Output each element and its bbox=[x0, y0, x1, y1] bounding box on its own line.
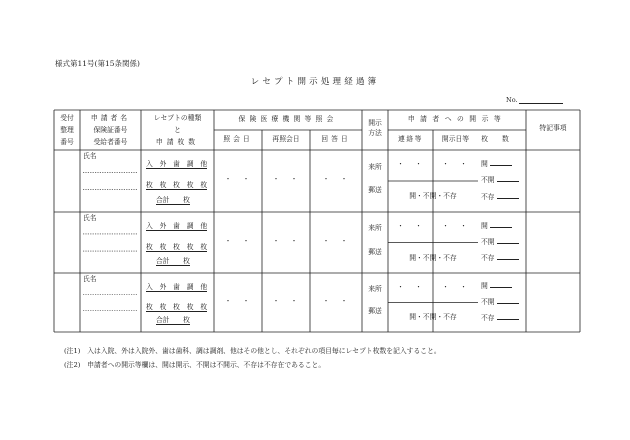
disclosure-count-0: 開 bbox=[481, 281, 512, 290]
header-disclosure-sub: 開示日等 bbox=[441, 135, 470, 143]
note-2: (注2) 申請者への開示等欄は、開は開示、不開は不開示、不存は不存在であること。 bbox=[64, 361, 326, 369]
disclosure-status: 開・不開・不存 bbox=[409, 192, 457, 201]
header-applicant: 申請者名 bbox=[90, 114, 131, 122]
applicant-name-label: 氏名 bbox=[83, 214, 97, 222]
receipt-types: 入 外 歯 調 他 bbox=[146, 160, 208, 169]
disclosure-count-2: 不存 bbox=[481, 192, 519, 201]
header-inquiry-sub: 回答日 bbox=[321, 135, 351, 143]
note-1: (注1) 入は入院、外は入院外、歯は歯科、調は調剤、他はその他とし、それぞれの項目毎にレセプト枚数を記入すること。 bbox=[64, 347, 441, 355]
blank-line bbox=[490, 159, 512, 166]
inquiry-date: ・ ・ bbox=[224, 175, 252, 184]
inquiry-date: ・ ・ bbox=[272, 236, 300, 245]
receipt-counts: 枚 枚 枚 枚 枚 bbox=[146, 302, 208, 311]
receipt-total: 合計 枚 bbox=[156, 195, 190, 204]
blank-line bbox=[497, 175, 519, 182]
header-method: 開示 bbox=[368, 119, 382, 127]
inquiry-date: ・ ・ bbox=[322, 296, 350, 305]
disclosure-count-0: 開 bbox=[481, 221, 512, 230]
header-disclosure-sub: 枚数 bbox=[481, 135, 523, 143]
header-disclosure: 申請者への開示等 bbox=[407, 115, 507, 123]
header-receipt-no: 番号 bbox=[60, 138, 74, 146]
contact-date: ・ ・ bbox=[397, 160, 424, 169]
receipt-types: 入 外 歯 調 他 bbox=[146, 282, 208, 291]
disclosure-count-1: 不開 bbox=[481, 297, 519, 306]
header-applicant: 受給者番号 bbox=[93, 138, 128, 146]
disclosure-date: ・ ・ bbox=[442, 221, 469, 230]
blank-line bbox=[497, 192, 519, 199]
method-visit: 来所 bbox=[368, 162, 382, 171]
method-visit: 来所 bbox=[368, 224, 382, 233]
blank-line bbox=[490, 221, 512, 228]
header-receipt-type: 申請枚数 bbox=[155, 138, 200, 146]
method-mail: 郵送 bbox=[368, 247, 382, 256]
receipt-counts: 枚 枚 枚 枚 枚 bbox=[146, 181, 208, 190]
applicant-name-label: 氏名 bbox=[83, 275, 97, 283]
inquiry-date: ・ ・ bbox=[322, 236, 350, 245]
disclosure-count-2: 不存 bbox=[481, 313, 519, 322]
contact-date: ・ ・ bbox=[397, 221, 424, 230]
document-title: レセプト開示処理経過簿 bbox=[250, 77, 380, 87]
disclosure-count-2: 不存 bbox=[481, 253, 519, 262]
blank-line bbox=[497, 253, 519, 260]
method-mail: 郵送 bbox=[368, 307, 382, 316]
inquiry-date: ・ ・ bbox=[224, 236, 252, 245]
inquiry-date: ・ ・ bbox=[322, 175, 350, 184]
disclosure-count-1: 不開 bbox=[481, 237, 519, 246]
method-visit: 来所 bbox=[368, 284, 382, 293]
document-number-label: No. bbox=[506, 96, 518, 104]
form-code: 様式第11号(第15条関係) bbox=[55, 59, 140, 68]
disclosure-status: 開・不開・不存 bbox=[409, 313, 457, 322]
blank-line bbox=[490, 281, 512, 288]
receipt-counts: 枚 枚 枚 枚 枚 bbox=[146, 242, 208, 251]
method-mail: 郵送 bbox=[368, 186, 382, 195]
disclosure-count-0: 開 bbox=[481, 159, 512, 168]
blank-line bbox=[497, 297, 519, 304]
inquiry-date: ・ ・ bbox=[272, 296, 300, 305]
header-inquiry-sub: 再照会日 bbox=[272, 135, 300, 143]
header-receipt-type: レセプトの種類 bbox=[153, 114, 202, 122]
header-notes: 特記事項 bbox=[539, 124, 567, 132]
header-receipt-type: と bbox=[174, 126, 181, 134]
disclosure-date: ・ ・ bbox=[442, 282, 469, 291]
receipt-types: 入 外 歯 調 他 bbox=[146, 221, 208, 230]
header-method: 方法 bbox=[368, 129, 382, 137]
header-disclosure-sub: 連絡等 bbox=[398, 135, 423, 143]
header-receipt-no: 整理 bbox=[60, 126, 74, 134]
disclosure-status: 開・不開・不存 bbox=[409, 253, 457, 262]
disclosure-count-1: 不開 bbox=[481, 175, 519, 184]
blank-line bbox=[497, 313, 519, 320]
applicant-name-label: 氏名 bbox=[83, 152, 97, 160]
header-inquiry-sub: 照会日 bbox=[223, 135, 253, 143]
header-applicant: 保険証番号 bbox=[93, 126, 128, 134]
header-receipt-no: 受付 bbox=[60, 114, 74, 122]
receipt-total: 合計 枚 bbox=[156, 256, 190, 265]
disclosure-date: ・ ・ bbox=[442, 160, 469, 169]
inquiry-date: ・ ・ bbox=[272, 175, 300, 184]
receipt-total: 合計 枚 bbox=[156, 316, 190, 325]
header-inquiry: 保険医療機関等照会 bbox=[238, 115, 338, 123]
contact-date: ・ ・ bbox=[397, 282, 424, 291]
blank-line bbox=[497, 237, 519, 244]
inquiry-date: ・ ・ bbox=[224, 296, 252, 305]
